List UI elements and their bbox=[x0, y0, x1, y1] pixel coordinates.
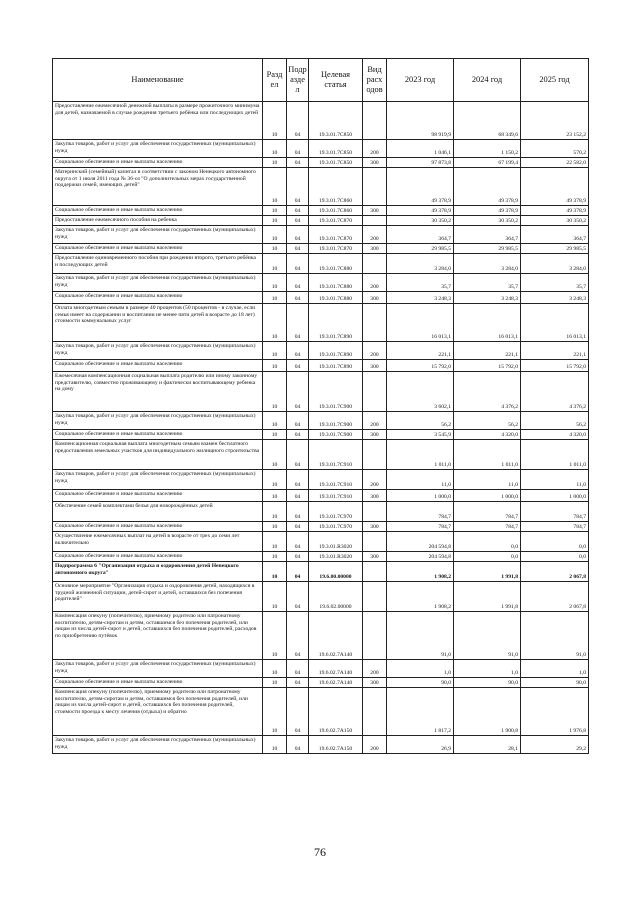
row-value-2024: 1 150,2 bbox=[454, 140, 521, 158]
row-podrazdel: 04 bbox=[287, 254, 309, 274]
row-name: Закупка товаров, работ и услуг для обеспечения государственных (муниципальных) нужд bbox=[53, 660, 263, 678]
row-value-2023: 15 792,0 bbox=[387, 360, 454, 372]
page-number: 76 bbox=[314, 845, 326, 859]
row-name: Компенсация опекуну (попечителю), приемному родителю или патронатному воспитателю, детям-сиротам и детям, оставшимся без попечения родителей, или лицам из числа детей-сирот и детей, оставшихся без попечения родителей, стоимости проезда к месту лечения (отдыха) и обратно bbox=[53, 688, 263, 736]
table-row bbox=[53, 612, 589, 660]
row-razdel: 10 bbox=[263, 254, 287, 274]
row-value-2024: 3 284,0 bbox=[454, 254, 521, 274]
row-target-article: 19.6.02.7А140 bbox=[309, 678, 363, 688]
row-expense-type: 200 bbox=[363, 736, 387, 754]
header-2024: 2024 год bbox=[454, 59, 521, 102]
row-target-article: 19.3.01.7C870 bbox=[309, 226, 363, 244]
row-razdel: 10 bbox=[263, 102, 287, 140]
row-podrazdel: 04 bbox=[287, 226, 309, 244]
header-razdel: Разд ел bbox=[263, 59, 287, 102]
row-value-2024: 0,0 bbox=[454, 532, 521, 552]
row-name: Социальное обеспечение и иные выплаты населению bbox=[53, 360, 263, 372]
header-2023: 2023 год bbox=[387, 59, 454, 102]
header-expense-type: Вид расх одов bbox=[363, 59, 387, 102]
row-name: Предоставление единовременного пособия при рождении второго, третьего ребёнка и последующих детей bbox=[53, 254, 263, 274]
row-razdel: 10 bbox=[263, 612, 287, 660]
row-value-2023: 3 284,0 bbox=[387, 254, 454, 274]
row-target-article: 19.3.01.R3020 bbox=[309, 552, 363, 562]
row-podrazdel: 04 bbox=[287, 102, 309, 140]
header-2025: 2025 год bbox=[521, 59, 589, 102]
row-razdel: 10 bbox=[263, 736, 287, 754]
budget-table bbox=[52, 58, 589, 754]
row-name: Социальное обеспечение и иные выплаты населению bbox=[53, 158, 263, 168]
row-podrazdel: 04 bbox=[287, 522, 309, 532]
table-row bbox=[53, 226, 589, 244]
row-value-2025: 570,2 bbox=[521, 140, 589, 158]
row-value-2023: 97 873,8 bbox=[387, 158, 454, 168]
row-target-article: 19.3.01.7C880 bbox=[309, 292, 363, 304]
row-value-2024: 49 378,9 bbox=[454, 206, 521, 216]
row-razdel: 10 bbox=[263, 168, 287, 206]
row-podrazdel: 04 bbox=[287, 660, 309, 678]
table-row bbox=[53, 244, 589, 254]
row-value-2025: 221,1 bbox=[521, 342, 589, 360]
row-razdel: 10 bbox=[263, 216, 287, 226]
row-razdel: 10 bbox=[263, 552, 287, 562]
table-row bbox=[53, 216, 589, 226]
row-value-2025: 22 582,0 bbox=[521, 158, 589, 168]
row-value-2023: 35,7 bbox=[387, 274, 454, 292]
row-expense-type bbox=[363, 440, 387, 470]
table-row bbox=[53, 660, 589, 678]
row-target-article: 19.3.01.7C870 bbox=[309, 244, 363, 254]
row-value-2025: 784,7 bbox=[521, 522, 589, 532]
row-value-2025: 56,2 bbox=[521, 412, 589, 430]
row-razdel: 10 bbox=[263, 430, 287, 440]
row-name: Компенсация опекуну (попечителю), приемному родителю или патронатному воспитателю, детям-сиротам и детям, оставшимся без попечения родителей, или лицам из числа детей-сирот и детей, оставшихся без попечения родителей, расходов по приобретению путёвок bbox=[53, 612, 263, 660]
row-value-2023: 784,7 bbox=[387, 502, 454, 522]
row-value-2025: 364,7 bbox=[521, 226, 589, 244]
row-value-2025: 29 985,5 bbox=[521, 244, 589, 254]
row-podrazdel: 04 bbox=[287, 206, 309, 216]
row-podrazdel: 04 bbox=[287, 552, 309, 562]
table-row bbox=[53, 372, 589, 412]
row-name: Закупка товаров, работ и услуг для обеспечения государственных (муниципальных) нужд bbox=[53, 470, 263, 490]
row-podrazdel: 04 bbox=[287, 582, 309, 612]
row-razdel: 10 bbox=[263, 582, 287, 612]
row-razdel: 10 bbox=[263, 688, 287, 736]
row-value-2024: 68 349,6 bbox=[454, 102, 521, 140]
row-value-2025: 784,7 bbox=[521, 502, 589, 522]
row-target-article: 19.3.01.7C890 bbox=[309, 304, 363, 342]
row-expense-type: 200 bbox=[363, 342, 387, 360]
row-expense-type bbox=[363, 688, 387, 736]
row-target-article: 19.3.01.7C970 bbox=[309, 522, 363, 532]
row-name: Предоставление ежемесячной денежной выплаты в размере прожиточного минимума для детей, назначаемой в случае рождения третьего ребёнка или последующих детей bbox=[53, 102, 263, 140]
row-target-article: 19.3.01.7C900 bbox=[309, 372, 363, 412]
table-row bbox=[53, 304, 589, 342]
row-value-2023: 1 908,2 bbox=[387, 562, 454, 582]
row-value-2024: 29 985,5 bbox=[454, 244, 521, 254]
row-razdel: 10 bbox=[263, 440, 287, 470]
row-razdel: 10 bbox=[263, 660, 287, 678]
row-podrazdel: 04 bbox=[287, 490, 309, 502]
row-value-2025: 91,0 bbox=[521, 612, 589, 660]
row-name: Предоставление ежемесячного пособия на ребенка bbox=[53, 216, 263, 226]
row-expense-type bbox=[363, 532, 387, 552]
row-name: Социальное обеспечение и иные выплаты населению bbox=[53, 292, 263, 304]
row-expense-type bbox=[363, 582, 387, 612]
row-podrazdel: 04 bbox=[287, 502, 309, 522]
budget-table-page bbox=[52, 58, 588, 754]
row-value-2023: 1 046,1 bbox=[387, 140, 454, 158]
row-podrazdel: 04 bbox=[287, 360, 309, 372]
row-target-article: 19.3.01.7C850 bbox=[309, 140, 363, 158]
row-value-2024: 1 000,0 bbox=[454, 490, 521, 502]
table-row bbox=[53, 360, 589, 372]
row-value-2023: 3 545,9 bbox=[387, 430, 454, 440]
row-value-2024: 91,0 bbox=[454, 612, 521, 660]
table-row bbox=[53, 412, 589, 430]
table-row bbox=[53, 102, 589, 140]
row-expense-type: 300 bbox=[363, 158, 387, 168]
row-podrazdel: 04 bbox=[287, 292, 309, 304]
row-value-2024: 30 350,2 bbox=[454, 216, 521, 226]
row-expense-type bbox=[363, 216, 387, 226]
row-expense-type: 300 bbox=[363, 552, 387, 562]
row-razdel: 10 bbox=[263, 490, 287, 502]
table-body bbox=[53, 102, 589, 754]
header-target-article: Целевая статья bbox=[309, 59, 363, 102]
row-value-2024: 67 199,4 bbox=[454, 158, 521, 168]
table-row bbox=[53, 168, 589, 206]
row-expense-type bbox=[363, 612, 387, 660]
row-value-2023: 30 350,2 bbox=[387, 216, 454, 226]
row-value-2024: 90,0 bbox=[454, 678, 521, 688]
row-value-2025: 35,7 bbox=[521, 274, 589, 292]
table-row bbox=[53, 140, 589, 158]
row-razdel: 10 bbox=[263, 532, 287, 552]
table-row bbox=[53, 736, 589, 754]
row-podrazdel: 04 bbox=[287, 470, 309, 490]
row-value-2024: 4 320,0 bbox=[454, 430, 521, 440]
row-target-article: 19.3.01.7C870 bbox=[309, 216, 363, 226]
table-row bbox=[53, 522, 589, 532]
row-value-2024: 3 248,3 bbox=[454, 292, 521, 304]
table-row bbox=[53, 532, 589, 552]
row-value-2024: 1 991,8 bbox=[454, 562, 521, 582]
row-expense-type: 200 bbox=[363, 470, 387, 490]
row-value-2023: 1 908,2 bbox=[387, 582, 454, 612]
row-value-2023: 1 817,2 bbox=[387, 688, 454, 736]
row-razdel: 10 bbox=[263, 470, 287, 490]
row-value-2025: 23 152,2 bbox=[521, 102, 589, 140]
row-value-2024: 1 011,0 bbox=[454, 440, 521, 470]
row-podrazdel: 04 bbox=[287, 430, 309, 440]
row-podrazdel: 04 bbox=[287, 412, 309, 430]
row-value-2025: 16 013,1 bbox=[521, 304, 589, 342]
row-value-2023: 49 378,9 bbox=[387, 206, 454, 216]
row-value-2025: 1,0 bbox=[521, 660, 589, 678]
row-expense-type: 200 bbox=[363, 140, 387, 158]
row-razdel: 10 bbox=[263, 158, 287, 168]
row-target-article: 19.3.01.7C970 bbox=[309, 502, 363, 522]
row-podrazdel: 04 bbox=[287, 532, 309, 552]
row-name: Материнский (семейный) капитал в соответствии с законом Ненецкого автономного округа от 1 июля 2011 года № 36-оз "О дополнительных мерах государственной поддержки семей, имеющих детей" bbox=[53, 168, 263, 206]
row-podrazdel: 04 bbox=[287, 688, 309, 736]
row-value-2024: 221,1 bbox=[454, 342, 521, 360]
row-value-2023: 91,0 bbox=[387, 612, 454, 660]
row-value-2024: 56,2 bbox=[454, 412, 521, 430]
row-value-2023: 1 011,0 bbox=[387, 440, 454, 470]
row-razdel: 10 bbox=[263, 244, 287, 254]
row-expense-type bbox=[363, 168, 387, 206]
row-name: Закупка товаров, работ и услуг для обеспечения государственных (муниципальных) нужд bbox=[53, 226, 263, 244]
row-expense-type: 300 bbox=[363, 206, 387, 216]
row-name: Социальное обеспечение и иные выплаты населению bbox=[53, 430, 263, 440]
row-expense-type bbox=[363, 304, 387, 342]
row-podrazdel: 04 bbox=[287, 304, 309, 342]
row-target-article: 19.3.01.7C910 bbox=[309, 490, 363, 502]
row-target-article: 19.3.01.7C900 bbox=[309, 412, 363, 430]
row-value-2024: 1 900,8 bbox=[454, 688, 521, 736]
row-name: Социальное обеспечение и иные выплаты населению bbox=[53, 244, 263, 254]
row-value-2023: 16 013,1 bbox=[387, 304, 454, 342]
row-value-2024: 784,7 bbox=[454, 522, 521, 532]
row-razdel: 10 bbox=[263, 304, 287, 342]
table-row bbox=[53, 254, 589, 274]
row-value-2023: 204 594,8 bbox=[387, 552, 454, 562]
row-podrazdel: 04 bbox=[287, 244, 309, 254]
row-name: Закупка товаров, работ и услуг для обеспечения государственных (муниципальных) нужд bbox=[53, 412, 263, 430]
row-razdel: 10 bbox=[263, 226, 287, 244]
row-value-2025: 1 000,0 bbox=[521, 490, 589, 502]
row-value-2025: 3 284,0 bbox=[521, 254, 589, 274]
row-podrazdel: 04 bbox=[287, 440, 309, 470]
row-value-2025: 11,0 bbox=[521, 470, 589, 490]
row-name: Закупка товаров, работ и услуг для обеспечения государственных (муниципальных) нужд bbox=[53, 736, 263, 754]
row-podrazdel: 04 bbox=[287, 158, 309, 168]
header-name: Наименование bbox=[53, 59, 263, 102]
row-expense-type: 300 bbox=[363, 430, 387, 440]
row-podrazdel: 04 bbox=[287, 140, 309, 158]
row-razdel: 10 bbox=[263, 274, 287, 292]
row-name: Оплата многодетным семьям в размере 40 процентов (50 процентов - в случае, если семья имеет на содержании и воспитании не менее пяти детей в возрасте до 18 лет) стоимости коммунальных услуг bbox=[53, 304, 263, 342]
row-value-2024: 11,0 bbox=[454, 470, 521, 490]
row-name: Социальное обеспечение и иные выплаты населению bbox=[53, 522, 263, 532]
table-row bbox=[53, 430, 589, 440]
row-value-2023: 3 248,3 bbox=[387, 292, 454, 304]
row-razdel: 10 bbox=[263, 360, 287, 372]
row-value-2024: 28,1 bbox=[454, 736, 521, 754]
row-value-2025: 0,0 bbox=[521, 532, 589, 552]
row-name: Социальное обеспечение и иные выплаты населению bbox=[53, 678, 263, 688]
row-value-2023: 204 594,8 bbox=[387, 532, 454, 552]
row-target-article: 19.6.02.7А150 bbox=[309, 736, 363, 754]
row-name: Закупка товаров, работ и услуг для обеспечения государственных (муниципальных) нужд bbox=[53, 342, 263, 360]
row-target-article: 19.3.01.7C850 bbox=[309, 158, 363, 168]
row-value-2023: 11,0 bbox=[387, 470, 454, 490]
row-razdel: 10 bbox=[263, 372, 287, 412]
row-expense-type bbox=[363, 372, 387, 412]
row-podrazdel: 04 bbox=[287, 342, 309, 360]
row-value-2024: 16 013,1 bbox=[454, 304, 521, 342]
row-podrazdel: 04 bbox=[287, 612, 309, 660]
table-header-row bbox=[53, 59, 589, 102]
table-row bbox=[53, 274, 589, 292]
table-row bbox=[53, 206, 589, 216]
table-row bbox=[53, 470, 589, 490]
row-razdel: 10 bbox=[263, 412, 287, 430]
row-expense-type: 300 bbox=[363, 678, 387, 688]
row-value-2025: 29,2 bbox=[521, 736, 589, 754]
row-name: Социальное обеспечение и иные выплаты населению bbox=[53, 552, 263, 562]
row-value-2025: 2 067,8 bbox=[521, 582, 589, 612]
row-podrazdel: 04 bbox=[287, 216, 309, 226]
table-row bbox=[53, 562, 589, 582]
row-value-2024: 15 792,0 bbox=[454, 360, 521, 372]
table-row bbox=[53, 502, 589, 522]
row-name: Компенсационная социальная выплата многодетным семьям взамен бесплатного предоставления земельных участков для индивидуального жилищного строительства bbox=[53, 440, 263, 470]
row-value-2023: 1 000,0 bbox=[387, 490, 454, 502]
row-name: Осуществление ежемесячных выплат на детей в возрасте от трех до семи лет включительно bbox=[53, 532, 263, 552]
row-value-2024: 784,7 bbox=[454, 502, 521, 522]
row-value-2024: 364,7 bbox=[454, 226, 521, 244]
row-target-article: 19.6.02.7А140 bbox=[309, 612, 363, 660]
row-razdel: 10 bbox=[263, 562, 287, 582]
row-target-article: 19.3.01.7C890 bbox=[309, 360, 363, 372]
row-razdel: 10 bbox=[263, 502, 287, 522]
row-value-2023: 221,1 bbox=[387, 342, 454, 360]
row-name: Ежемесячная компенсационная социальная выплата родителю или иному законному представителю, совместно проживающему и фактически воспитывающему ребенка на дому bbox=[53, 372, 263, 412]
row-expense-type bbox=[363, 102, 387, 140]
table-row bbox=[53, 342, 589, 360]
table-row bbox=[53, 552, 589, 562]
row-value-2023: 364,7 bbox=[387, 226, 454, 244]
table-row bbox=[53, 158, 589, 168]
row-value-2024: 1 991,8 bbox=[454, 582, 521, 612]
row-target-article: 19.3.01.7C910 bbox=[309, 470, 363, 490]
row-value-2023: 29 985,5 bbox=[387, 244, 454, 254]
row-expense-type: 300 bbox=[363, 490, 387, 502]
row-name: Социальное обеспечение и иные выплаты населению bbox=[53, 206, 263, 216]
row-value-2023: 56,2 bbox=[387, 412, 454, 430]
row-target-article: 19.6.02.7А140 bbox=[309, 660, 363, 678]
row-value-2025: 2 067,8 bbox=[521, 562, 589, 582]
row-expense-type: 300 bbox=[363, 522, 387, 532]
row-value-2025: 49 378,9 bbox=[521, 206, 589, 216]
row-target-article: 19.3.01.7C900 bbox=[309, 430, 363, 440]
row-podrazdel: 04 bbox=[287, 678, 309, 688]
row-target-article: 19.3.01.7C880 bbox=[309, 254, 363, 274]
header-podrazdel: Подр азде л bbox=[287, 59, 309, 102]
row-name: Основное мероприятие "Организация отдыха и оздоровления детей, находящихся в трудной жизненной ситуации, детей-сирот и детей, оставшихся без попечения родителей" bbox=[53, 582, 263, 612]
row-podrazdel: 04 bbox=[287, 168, 309, 206]
row-value-2024: 49 378,9 bbox=[454, 168, 521, 206]
row-value-2024: 0,0 bbox=[454, 552, 521, 562]
row-target-article: 19.3.01.7C890 bbox=[309, 342, 363, 360]
row-expense-type: 300 bbox=[363, 292, 387, 304]
row-value-2025: 3 248,3 bbox=[521, 292, 589, 304]
row-value-2025: 30 350,2 bbox=[521, 216, 589, 226]
row-expense-type: 300 bbox=[363, 360, 387, 372]
row-value-2024: 4 376,2 bbox=[454, 372, 521, 412]
row-value-2025: 90,0 bbox=[521, 678, 589, 688]
row-razdel: 10 bbox=[263, 140, 287, 158]
row-expense-type: 200 bbox=[363, 226, 387, 244]
row-target-article: 19.6.00.00000 bbox=[309, 562, 363, 582]
row-razdel: 10 bbox=[263, 522, 287, 532]
row-podrazdel: 04 bbox=[287, 274, 309, 292]
row-value-2023: 90,0 bbox=[387, 678, 454, 688]
row-value-2025: 0,0 bbox=[521, 552, 589, 562]
row-expense-type: 200 bbox=[363, 660, 387, 678]
table-row bbox=[53, 688, 589, 736]
row-expense-type bbox=[363, 562, 387, 582]
row-name: Обеспечение семей комплектами белья для новорождённых детей bbox=[53, 502, 263, 522]
row-value-2023: 49 378,9 bbox=[387, 168, 454, 206]
row-expense-type bbox=[363, 502, 387, 522]
row-value-2025: 4 376,2 bbox=[521, 372, 589, 412]
row-expense-type: 200 bbox=[363, 274, 387, 292]
row-razdel: 10 bbox=[263, 678, 287, 688]
row-target-article: 19.3.01.7C910 bbox=[309, 440, 363, 470]
row-value-2023: 3 602,1 bbox=[387, 372, 454, 412]
row-target-article: 19.6.02.7А150 bbox=[309, 688, 363, 736]
row-value-2024: 1,0 bbox=[454, 660, 521, 678]
row-target-article: 19.3.01.7C860 bbox=[309, 206, 363, 216]
row-value-2024: 35,7 bbox=[454, 274, 521, 292]
row-target-article: 19.3.01.7C880 bbox=[309, 274, 363, 292]
row-razdel: 10 bbox=[263, 206, 287, 216]
row-podrazdel: 04 bbox=[287, 736, 309, 754]
row-razdel: 10 bbox=[263, 342, 287, 360]
row-name: Закупка товаров, работ и услуг для обеспечения государственных (муниципальных) нужд bbox=[53, 274, 263, 292]
row-value-2023: 784,7 bbox=[387, 522, 454, 532]
row-target-article: 19.6.02.00000 bbox=[309, 582, 363, 612]
row-target-article: 19.3.01.R3020 bbox=[309, 532, 363, 552]
table-row bbox=[53, 678, 589, 688]
row-podrazdel: 04 bbox=[287, 562, 309, 582]
row-expense-type bbox=[363, 254, 387, 274]
row-value-2023: 26,9 bbox=[387, 736, 454, 754]
table-row bbox=[53, 440, 589, 470]
row-value-2023: 1,0 bbox=[387, 660, 454, 678]
row-value-2025: 15 792,0 bbox=[521, 360, 589, 372]
row-value-2025: 1 011,0 bbox=[521, 440, 589, 470]
row-name: Закупка товаров, работ и услуг для обеспечения государственных (муниципальных) нужд bbox=[53, 140, 263, 158]
row-value-2023: 98 919,9 bbox=[387, 102, 454, 140]
row-podrazdel: 04 bbox=[287, 372, 309, 412]
table-row bbox=[53, 292, 589, 304]
row-expense-type: 300 bbox=[363, 244, 387, 254]
row-name: Подпрограмма 6 "Организация отдыха и оздоровления детей Ненецкого автономного округа" bbox=[53, 562, 263, 582]
row-target-article: 19.3.01.7C860 bbox=[309, 168, 363, 206]
row-expense-type: 200 bbox=[363, 412, 387, 430]
row-value-2025: 49 378,9 bbox=[521, 168, 589, 206]
table-row bbox=[53, 582, 589, 612]
row-value-2025: 4 320,0 bbox=[521, 430, 589, 440]
row-value-2025: 1 976,8 bbox=[521, 688, 589, 736]
row-name: Социальное обеспечение и иные выплаты населению bbox=[53, 490, 263, 502]
row-razdel: 10 bbox=[263, 292, 287, 304]
row-target-article: 19.3.01.7C850 bbox=[309, 102, 363, 140]
table-row bbox=[53, 490, 589, 502]
